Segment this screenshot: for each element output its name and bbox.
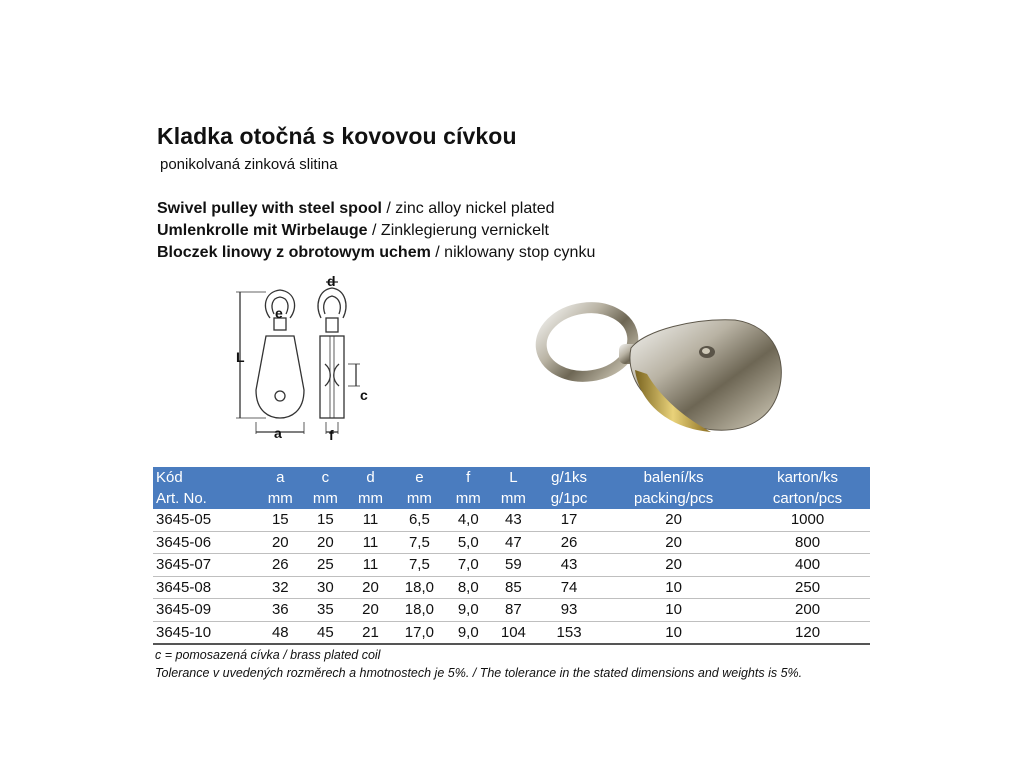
side-pulley-body: [320, 336, 344, 418]
table-cell: 17,0: [393, 621, 446, 644]
header-cell: a: [258, 467, 303, 488]
note-brass-coil: c = pomosazená cívka / brass plated coil: [155, 648, 381, 662]
page-subtitle: ponikolvaná zinková slitina: [160, 156, 338, 173]
header-cell: mm: [258, 488, 303, 509]
table-cell: 18,0: [393, 599, 446, 622]
label-e: e: [275, 305, 283, 321]
header-cell: Art. No.: [153, 488, 258, 509]
table-cell: 45: [303, 621, 348, 644]
label-L: L: [236, 349, 245, 365]
description-line-de: [157, 222, 549, 240]
table-row: [153, 554, 870, 577]
table-cell: 20: [258, 531, 303, 554]
article-code-cell: 3645-06: [153, 531, 258, 554]
table-cell: 21: [348, 621, 393, 644]
table-cell: 4,0: [446, 509, 491, 531]
description-line-en: [157, 200, 554, 218]
header-cell: mm: [491, 488, 536, 509]
table-cell: 48: [258, 621, 303, 644]
note-tolerance: Tolerance v uvedených rozměrech a hmotnostech je 5%. / The tolerance in the stated dimensions and weights is 5%.: [155, 666, 803, 680]
table-cell: 800: [745, 531, 870, 554]
table-cell: 87: [491, 599, 536, 622]
pulley-cheek: [630, 320, 781, 430]
description-pl-rest: / niklowany stop cynku: [430, 244, 596, 261]
description-de-rest: / Zinklegierung vernickelt: [367, 222, 549, 239]
table-cell: 15: [258, 509, 303, 531]
table-cell: 20: [348, 599, 393, 622]
table-cell: 5,0: [446, 531, 491, 554]
header-cell: Kód: [153, 467, 258, 488]
header-cell: c: [303, 467, 348, 488]
label-f: f: [329, 427, 334, 443]
table-header-row: [153, 467, 870, 488]
header-cell: g/1ks: [536, 467, 602, 488]
technical-drawing: [226, 272, 386, 444]
table-cell: 200: [745, 599, 870, 622]
table-cell: 30: [303, 576, 348, 599]
table-cell: 120: [745, 621, 870, 644]
table-cell: 35: [303, 599, 348, 622]
table-cell: 47: [491, 531, 536, 554]
label-d: d: [327, 273, 336, 289]
header-cell: g/1pc: [536, 488, 602, 509]
table-header-row: [153, 488, 870, 509]
table-cell: 11: [348, 554, 393, 577]
article-code-cell: 3645-10: [153, 621, 258, 644]
table-cell: 93: [536, 599, 602, 622]
header-cell: f: [446, 467, 491, 488]
product-photo: [535, 300, 785, 440]
description-en-rest: / zinc alloy nickel plated: [381, 200, 555, 217]
description-pl-bold: Bloczek linowy z obrotowym uchem: [157, 244, 431, 261]
header-cell: mm: [303, 488, 348, 509]
side-swivel-eye: [318, 288, 346, 318]
table-cell: 10: [602, 599, 745, 622]
table-cell: 10: [602, 621, 745, 644]
table-cell: 43: [536, 554, 602, 577]
swivel-ring: [537, 302, 638, 382]
table-row: [153, 509, 870, 531]
table-cell: 153: [536, 621, 602, 644]
label-c: c: [360, 387, 368, 403]
article-code-cell: 3645-05: [153, 509, 258, 531]
table-cell: 36: [258, 599, 303, 622]
table-cell: 32: [258, 576, 303, 599]
table-cell: 20: [348, 576, 393, 599]
header-cell: mm: [393, 488, 446, 509]
header-cell: L: [491, 467, 536, 488]
description-line-pl: [157, 244, 595, 262]
header-cell: e: [393, 467, 446, 488]
table-cell: 59: [491, 554, 536, 577]
table-cell: 43: [491, 509, 536, 531]
table-cell: 20: [602, 554, 745, 577]
article-code-cell: 3645-08: [153, 576, 258, 599]
table-row: [153, 531, 870, 554]
table-row: [153, 621, 870, 644]
table-row: [153, 576, 870, 599]
table-cell: 7,5: [393, 554, 446, 577]
table-cell: 6,5: [393, 509, 446, 531]
header-cell: d: [348, 467, 393, 488]
table-cell: 26: [536, 531, 602, 554]
table-cell: 11: [348, 531, 393, 554]
table-cell: 1000: [745, 509, 870, 531]
table-cell: 26: [258, 554, 303, 577]
table-cell: 7,5: [393, 531, 446, 554]
table-cell: 7,0: [446, 554, 491, 577]
article-code-cell: 3645-07: [153, 554, 258, 577]
table-cell: 11: [348, 509, 393, 531]
header-cell: packing/pcs: [602, 488, 745, 509]
page-title: Kladka otočná s kovovou cívkou: [157, 123, 517, 149]
table-cell: 8,0: [446, 576, 491, 599]
specification-table: [153, 467, 870, 645]
table-cell: 18,0: [393, 576, 446, 599]
description-de-bold: Umlenkrolle mit Wirbelauge: [157, 222, 368, 239]
table-cell: 17: [536, 509, 602, 531]
table-cell: 25: [303, 554, 348, 577]
front-pulley-body: [256, 336, 304, 418]
table-cell: 400: [745, 554, 870, 577]
header-cell: mm: [446, 488, 491, 509]
header-cell: balení/ks: [602, 467, 745, 488]
table-row: [153, 599, 870, 622]
description-en-bold: Swivel pulley with steel spool: [157, 200, 382, 217]
header-cell: karton/ks: [745, 467, 870, 488]
table-cell: 20: [602, 531, 745, 554]
table-cell: 20: [303, 531, 348, 554]
table-cell: 9,0: [446, 621, 491, 644]
header-cell: carton/pcs: [745, 488, 870, 509]
table-cell: 9,0: [446, 599, 491, 622]
table-cell: 20: [602, 509, 745, 531]
table-cell: 104: [491, 621, 536, 644]
table-cell: 15: [303, 509, 348, 531]
header-cell: mm: [348, 488, 393, 509]
table-cell: 250: [745, 576, 870, 599]
table-cell: 85: [491, 576, 536, 599]
table-cell: 74: [536, 576, 602, 599]
label-a: a: [274, 425, 282, 441]
axle-hole: [275, 391, 285, 401]
article-code-cell: 3645-09: [153, 599, 258, 622]
table-cell: 10: [602, 576, 745, 599]
